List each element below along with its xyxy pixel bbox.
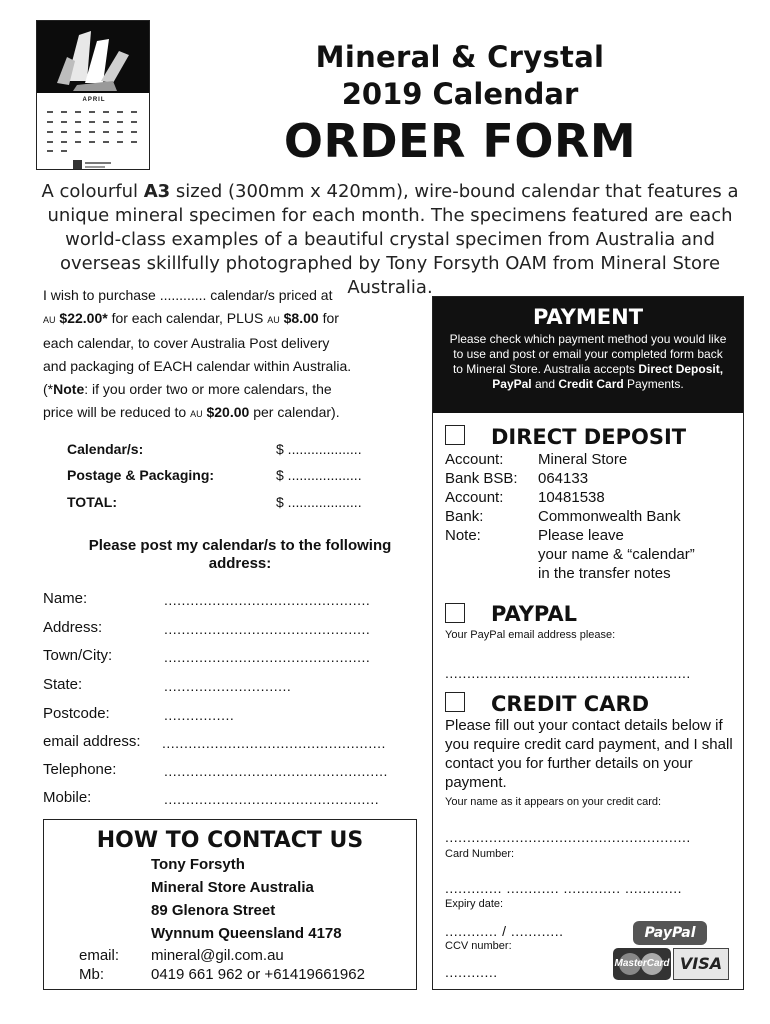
intro-paragraph: A colourful A3 sized (300mm x 420mm), wire-bound calendar that features a unique mineral specimen for each month. The specimens featured are each world-class examples of a beautiful crystal specimen from Australia and overseas skillfully photographed by Tony Forsyth OAM from Mineral Store Australia. — [41, 181, 739, 298]
calendar-cost-field[interactable]: $ ................... — [276, 441, 362, 457]
dd-note-line2: your name & “calendar” — [538, 546, 695, 563]
telephone-field[interactable]: ................................................... — [164, 763, 388, 779]
payment-title: PAYMENT — [532, 305, 644, 329]
state-label: State: — [43, 676, 83, 693]
title-line-1: Mineral & Crystal — [315, 40, 605, 74]
contact-suburb: Wynnum Queensland 4178 — [151, 925, 342, 942]
dd-account-name: Mineral Store — [538, 451, 628, 468]
contact-email-link[interactable]: mineral@gil.com.au — [151, 947, 284, 964]
contact-company: Mineral Store Australia — [151, 879, 314, 896]
town-field[interactable]: ............................................... — [164, 649, 371, 665]
dd-bsb-label: Bank BSB: — [445, 470, 518, 487]
contact-mobile-label: Mb: — [79, 966, 105, 983]
dd-bank: Commonwealth Bank — [538, 508, 681, 525]
title-line-2: 2019 Calendar — [341, 77, 579, 111]
dd-account-name-label: Account: — [445, 451, 504, 468]
mastercard-logo: MasterCard — [613, 948, 671, 980]
cc-card-number-label: Card Number: — [445, 848, 515, 860]
address-label: Address: — [43, 619, 103, 636]
postcode-field[interactable]: ................ — [164, 707, 235, 723]
email-label: email address: — [43, 733, 141, 750]
address-field[interactable]: ............................................... — [164, 621, 371, 637]
direct-deposit-checkbox[interactable] — [445, 425, 465, 445]
paypal-email-field[interactable]: ........................................................ — [445, 665, 691, 681]
paypal-title: PAYPAL — [491, 602, 578, 626]
name-field[interactable]: ............................................... — [164, 592, 371, 608]
direct-deposit-title: DIRECT DEPOSIT — [491, 425, 687, 449]
mobile-label: Mobile: — [43, 789, 92, 806]
state-field[interactable]: ............................. — [164, 678, 292, 694]
payment-box — [432, 296, 744, 990]
contact-name: Tony Forsyth — [151, 856, 245, 873]
post-address-note: Please post my calendar/s to the following address: — [88, 537, 392, 572]
visa-logo: VISA — [673, 948, 729, 980]
cc-name-prompt: Your name as it appears on your credit card: — [445, 796, 662, 808]
dd-note: Please leave — [538, 527, 624, 544]
dd-note-line3: in the transfer notes — [538, 565, 671, 582]
payment-instructions: Please check which payment method you would like to use and post or email your completed form back to Mineral Store. Australia accepts Direct Deposit, PayPal and Credit Card Payments. — [449, 332, 727, 391]
contact-box — [43, 819, 417, 990]
contact-title: HOW TO CONTACT US — [96, 828, 364, 853]
cc-ccv-label: CCV number: — [445, 940, 512, 952]
paypal-logo: PayPal — [633, 921, 707, 945]
postcode-label: Postcode: — [43, 705, 110, 722]
name-label: Name: — [43, 590, 88, 607]
contact-email-label: email: — [79, 947, 120, 964]
credit-card-title: CREDIT CARD — [491, 692, 650, 716]
town-label: Town/City: — [43, 647, 113, 664]
calendar-cost-label: Calendar/s: — [67, 441, 144, 457]
paypal-email-prompt: Your PayPal email address please: — [445, 629, 616, 641]
contact-mobile: 0419 661 962 or +61419661962 — [151, 966, 365, 983]
postage-cost-label: Postage & Packaging: — [67, 467, 215, 483]
calendar-grid — [45, 109, 143, 153]
credit-card-checkbox[interactable] — [445, 692, 465, 712]
cc-ccv-field[interactable]: ............ — [445, 964, 498, 980]
calendar-logo-icon — [73, 157, 113, 167]
cc-name-field[interactable]: ........................................................ — [445, 829, 691, 845]
postage-cost-field[interactable]: $ ................... — [276, 467, 362, 483]
dd-bank-label: Bank: — [445, 508, 484, 525]
email-field[interactable]: ................................................... — [162, 735, 386, 751]
dd-account-number-label: Account: — [445, 489, 504, 506]
calendar-month-heading: APRIL — [82, 97, 106, 103]
total-cost-field[interactable]: $ ................... — [276, 494, 362, 510]
paypal-checkbox[interactable] — [445, 603, 465, 623]
payment-header — [433, 297, 743, 413]
credit-card-instructions: Please fill out your contact details below if you require credit card payment, and I shall contact you for further details on your payment. — [445, 717, 733, 791]
mobile-field[interactable]: ................................................. — [164, 791, 380, 807]
cc-expiry-field[interactable]: ............ / ............ — [445, 923, 564, 939]
dd-account-number: 10481538 — [538, 489, 605, 506]
cc-card-number-field[interactable]: ............. ............ ............. ............. — [445, 880, 683, 896]
total-cost-label: TOTAL: — [67, 494, 118, 510]
telephone-label: Telephone: — [43, 761, 117, 778]
crystal-photo — [37, 21, 149, 93]
purchase-description: I wish to purchase ............ calendar/s priced at AU $22.00* for each calendar, PLUS AU $8.00 for each calendar, to cover Australia Post delivery and packaging of EACH calendar within Australia. (*Note: if you order two or more calendars, the price will be reduced to AU $20.00 per calendar). — [43, 287, 352, 420]
page-title: ORDER FORM — [283, 114, 637, 168]
contact-street: 89 Glenora Street — [151, 902, 276, 919]
cc-expiry-label: Expiry date: — [445, 898, 504, 910]
dd-note-label: Note: — [445, 527, 481, 544]
calendar-thumbnail — [36, 20, 150, 170]
dd-bsb: 064133 — [538, 470, 589, 487]
